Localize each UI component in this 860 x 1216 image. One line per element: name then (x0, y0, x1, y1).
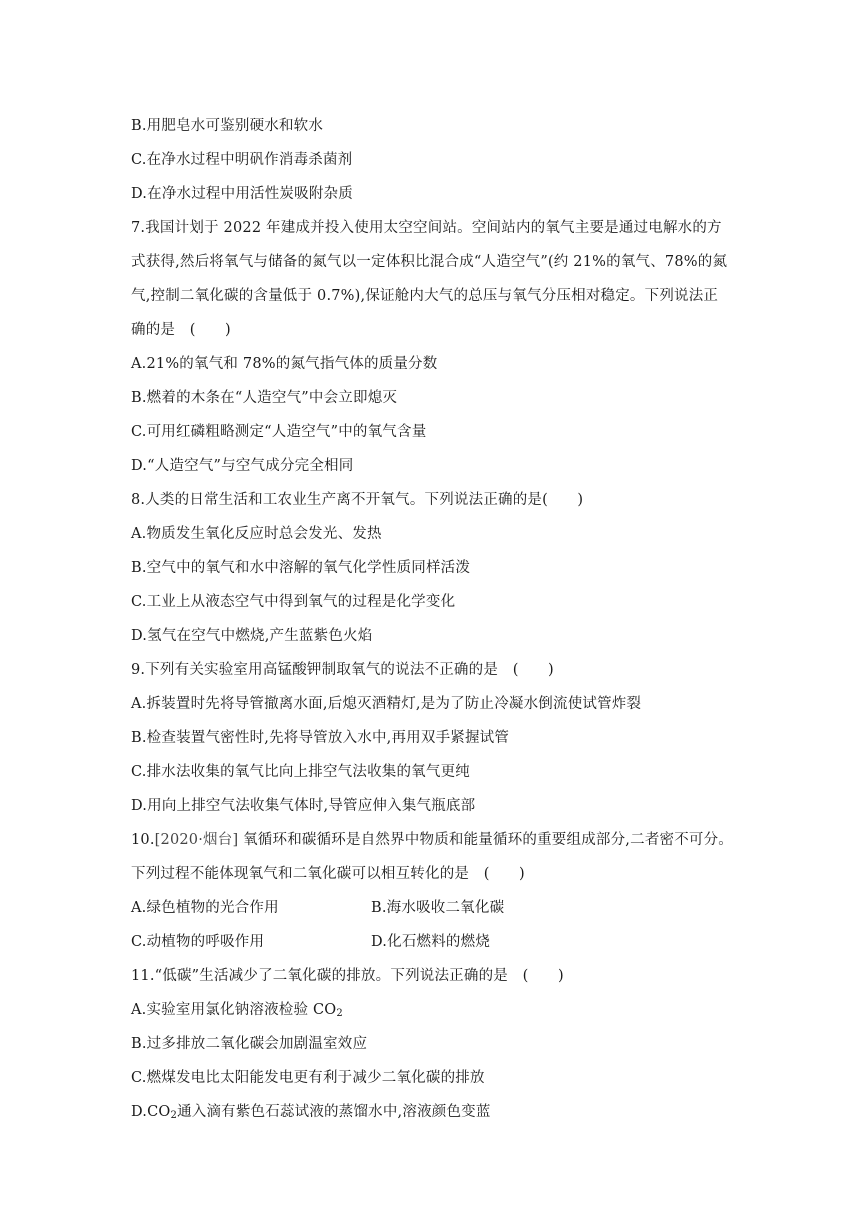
q10-options-row-1 (131, 891, 731, 925)
q7-stem-line-1: 7.我国计划于 2022 年建成并投入使用太空空间站。空间站内的氧气主要是通过电解水的方 (131, 220, 722, 236)
q7-option-c: C.可用红磷粗略测定“人造空气”中的氧气含量 (131, 424, 427, 440)
q10-number: 10. (131, 832, 155, 848)
q8-option-c: C.工业上从液态空气中得到氧气的过程是化学变化 (131, 594, 456, 610)
q11-option-a (131, 993, 731, 1027)
q8-option-b: B.空气中的氧气和水中溶解的氧气化学性质同样活泼 (131, 560, 471, 576)
q6-option-b: B.用肥皂水可鉴别硬水和软水 (131, 118, 324, 134)
q10-option-d: D.化石燃料的燃烧 (371, 934, 491, 950)
q11-option-d-suffix: 通入滴有紫色石蕊试液的蒸馏水中,溶液颜色变蓝 (177, 1104, 491, 1120)
q8-option-d: D.氢气在空气中燃烧,产生蓝紫色火焰 (131, 628, 373, 644)
q7-stem-line-4: 确的是 ( ) (131, 322, 231, 338)
q9-stem: 9.下列有关实验室用高锰酸钾制取氧气的说法不正确的是 ( ) (131, 662, 554, 678)
q11-option-d-subscript: 2 (170, 1110, 178, 1121)
q10-stem-line-2: 下列过程不能体现氧气和二氧化碳可以相互转化的是 ( ) (131, 866, 525, 882)
q9-option-a: A.拆装置时先将导管撤离水面,后熄灭酒精灯,是为了防止冷凝水倒流使试管炸裂 (131, 696, 642, 712)
q11-option-c: C.燃煤发电比太阳能发电更有利于减少二氧化碳的排放 (131, 1070, 485, 1086)
q8-stem: 8.人类的日常生活和工农业生产离不开氧气。下列说法正确的是( ) (131, 492, 584, 508)
q10-option-b: B.海水吸收二氧化碳 (371, 900, 505, 916)
q7-option-a: A.21%的氧气和 78%的氮气指气体的质量分数 (131, 356, 438, 372)
q9-option-b: B.检查装置气密性时,先将导管放入水中,再用双手紧握试管 (131, 730, 510, 746)
q7-stem-line-3: 气,控制二氧化碳的含量低于 0.7%),保证舱内大气的总压与氧气分压相对稳定。下列说法正 (131, 288, 719, 304)
q10-option-a: A.绿色植物的光合作用 (131, 900, 279, 916)
q10-stem-text: 氧循环和碳循环是自然界中物质和能量循环的重要组成部分,二者密不可分。 (238, 832, 734, 848)
q9-option-c: C.排水法收集的氧气比向上排空气法收集的氧气更纯 (131, 764, 470, 780)
q10-source: [2020·烟台] (154, 832, 239, 848)
q11-option-a-subscript: 2 (336, 1008, 343, 1019)
q10-stem-line-1 (131, 823, 734, 857)
q7-option-d: D.“人造空气”与空气成分完全相同 (131, 458, 354, 474)
q11-option-a-text: A.实验室用氯化钠溶液检验 CO (131, 1002, 337, 1018)
q11-option-b: B.过多排放二氧化碳会加剧温室效应 (131, 1036, 368, 1052)
q6-option-c: C.在净水过程中明矾作消毒杀菌剂 (131, 152, 353, 168)
q7-option-b: B.燃着的木条在“人造空气”中会立即熄灭 (131, 390, 398, 406)
q8-option-a: A.物质发生氧化反应时总会发光、发热 (131, 526, 382, 542)
q10-options-row-2 (131, 925, 731, 959)
q11-option-d-prefix: D.CO (131, 1104, 171, 1120)
q11-option-d (131, 1095, 731, 1129)
q10-option-c: C.动植物的呼吸作用 (131, 934, 265, 950)
q9-option-d: D.用向上排空气法收集气体时,导管应伸入集气瓶底部 (131, 798, 476, 814)
q7-stem-line-2: 式获得,然后将氧气与储备的氮气以一定体积比混合成“人造空气”(约 21%的氧气、78%的氮 (131, 254, 728, 270)
worksheet-page (131, 109, 734, 1129)
q11-stem: 11.“低碳”生活减少了二氧化碳的排放。下列说法正确的是 ( ) (131, 968, 564, 984)
q6-option-d: D.在净水过程中用活性炭吸附杂质 (131, 186, 353, 202)
